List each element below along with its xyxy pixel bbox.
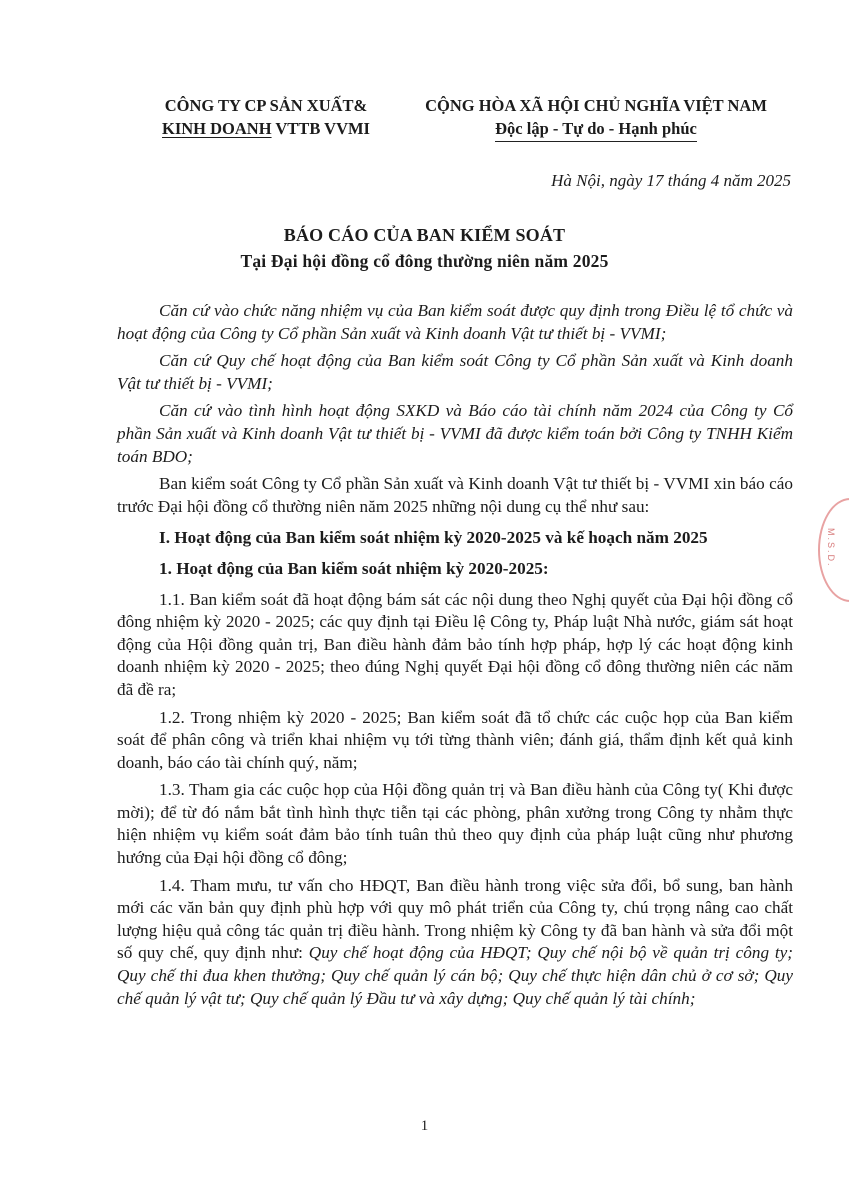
seal-stamp	[818, 498, 849, 602]
national-header	[400, 94, 792, 142]
report-title	[0, 222, 849, 274]
report-title-sub: Tại Đại hội đồng cổ đông thường niên năm 2025	[240, 251, 609, 271]
company-name-rest: VTTB VVMI	[271, 119, 370, 138]
seal-stamp-text: M.S.D.	[826, 528, 836, 568]
page-number: 1	[420, 1118, 429, 1134]
company-name-line1: CÔNG TY CP SẢN XUẤT&	[164, 96, 368, 115]
basis-paragraph: Căn cứ vào tình hình hoạt động SXKD và Báo cáo tài chính năm 2024 của Công ty Cổ phần Sản xuất và Kinh doanh Vật tư thiết bị - VVMI đã được kiểm toán bởi Công ty TNHH Kiểm toán BDO;	[117, 401, 793, 466]
subsection-heading: 1. Hoạt động của Ban kiểm soát nhiệm kỳ 2020-2025:	[159, 558, 549, 578]
national-motto: Độc lập - Tự do - Hạnh phúc	[495, 117, 697, 142]
company-name-underlined: KINH DOANH	[162, 119, 272, 138]
item-4-regulations: Quy chế hoạt động của HĐQT; Quy chế nội bộ về quản trị công ty; Quy chế thi đua khen thưởng; Quy chế quản lý cán bộ; Quy chế thực hiện dân chủ ở cơ sở; Quy chế quản lý vật tư; Quy chế quản lý Đầu tư và xây dựng; Quy chế quản lý tài chính;	[117, 943, 794, 1008]
nation-title: CỘNG HÒA XÃ HỘI CHỦ NGHĨA VIỆT NAM	[425, 96, 767, 115]
intro-paragraph: Ban kiểm soát Công ty Cổ phần Sản xuất và Kinh doanh Vật tư thiết bị - VVMI xin báo cáo trước Đại hội đồng cổ thường niên năm 2025 những nội dung cụ thể như sau:	[117, 474, 793, 516]
company-name-line2	[162, 117, 370, 140]
item-paragraph: 1.1. Ban kiểm soát đã hoạt động bám sát các nội dung theo Nghị quyết của Đại hội đồng cổ đông nhiệm kỳ 2020 - 2025; các quy định tại Điều lệ Công ty, Pháp luật Nhà nước, giám sát hoạt động của Hội đồng quản trị, Ban điều hành đảm bảo tính hợp pháp, hợp lý các hoạt động kinh doanh nhiệm kỳ 2020 - 2025; theo đúng Nghị quyết Đại hội đồng cổ đông thường niên các năm đã đề ra;	[117, 589, 793, 699]
basis-paragraph: Căn cứ Quy chế hoạt động của Ban kiểm soát Công ty Cổ phần Sản xuất và Kinh doanh Vật tư thiết bị - VVMI;	[117, 351, 793, 393]
item-4-text: 1.4. Tham mưu, tư vấn cho HĐQT, Ban điều hành trong việc sửa đổi, bổ sung, ban hành mới các văn bản quy định phù hợp với quy mô phát triển của Công ty, chú trọng nâng cao chất lượng hiệu quả công tác quản trị điều hành. Trong nhiệm kỳ Công ty đã ban hành và sửa đổi một số quy chế, quy định như:	[117, 875, 793, 963]
company-header	[146, 94, 386, 140]
section-heading: I. Hoạt động của Ban kiểm soát nhiệm kỳ 2020-2025 và kế hoạch năm 2025	[159, 528, 708, 548]
report-title-main: BÁO CÁO CỦA BAN KIỂM SOÁT	[283, 225, 566, 245]
item-paragraph	[117, 875, 793, 1011]
date-line: Hà Nội, ngày 17 tháng 4 năm 2025	[551, 171, 791, 190]
basis-paragraph: Căn cứ vào chức năng nhiệm vụ của Ban kiểm soát được quy định trong Điều lệ tổ chức và hoạt động của Công ty Cổ phần Sản xuất và Kinh doanh Vật tư thiết bị - VVMI;	[117, 301, 793, 343]
item-paragraph: 1.3. Tham gia các cuộc họp của Hội đồng quản trị và Ban điều hành của Công ty( Khi được mời); để từ đó nắm bắt tình hình thực tiễn tại các phòng, phân xưởng trong Công ty nhằm thực hiện nhiệm vụ kiểm soát đảm bảo tính tuân thủ theo quy định của pháp luật cũng như phương hướng của Đại hội đồng cổ đông;	[117, 780, 793, 868]
report-body	[117, 300, 793, 1015]
item-paragraph: 1.2. Trong nhiệm kỳ 2020 - 2025; Ban kiểm soát đã tổ chức các cuộc họp của Ban kiểm soát để phân công và triển khai nhiệm vụ tới từng thành viên; đánh giá, thẩm định kết quả kinh doanh, báo cáo tài chính quý, năm;	[117, 707, 793, 772]
